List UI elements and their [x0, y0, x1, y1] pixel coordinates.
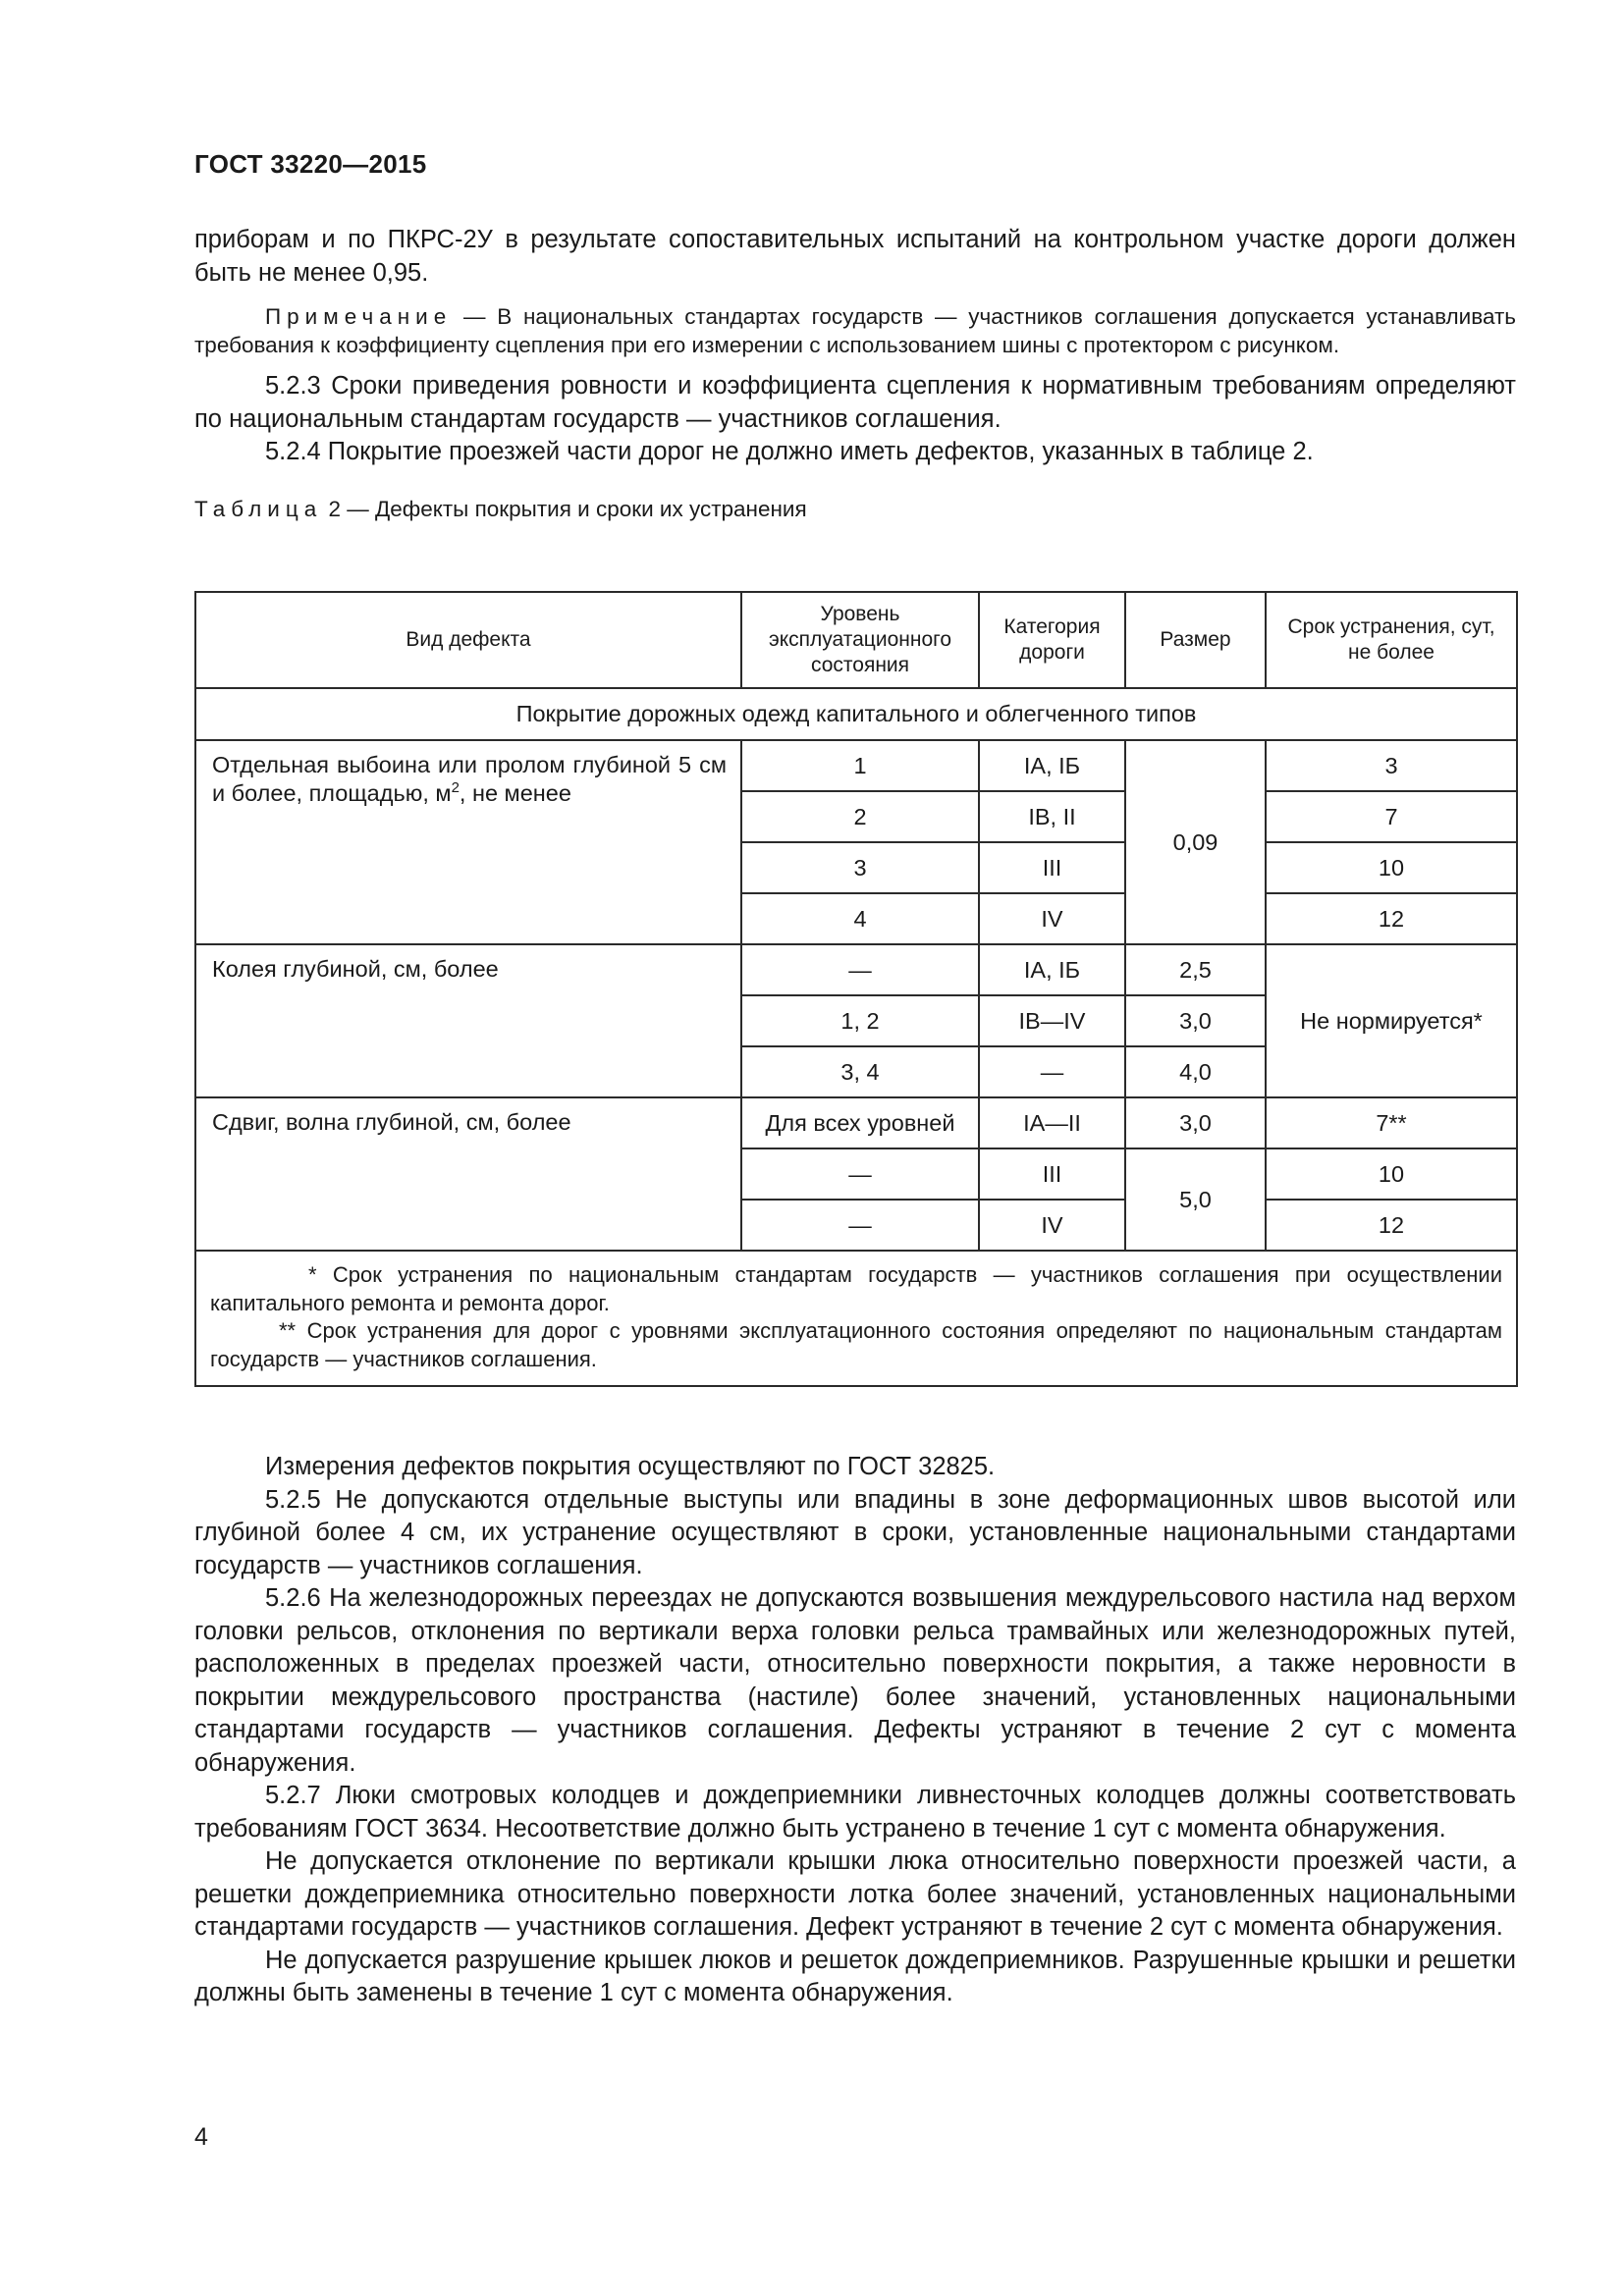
header-size: Размер: [1125, 592, 1266, 688]
table-cell: IА—II: [979, 1097, 1125, 1148]
table-cell: IВ—IV: [979, 995, 1125, 1046]
shift-size-cell: 5,0: [1125, 1148, 1266, 1251]
table-cell: 2,5: [1125, 944, 1266, 995]
group-title: Покрытие дорожных одежд капитального и облегченного типов: [195, 688, 1517, 740]
footnote-1: * Срок устранения по национальным стандартам государств — участников соглашения при осуществлении капитального ремонта и ремонта дорог.: [210, 1262, 1502, 1315]
table-cell: 1: [741, 740, 979, 791]
table-cell: IА, IБ: [979, 944, 1125, 995]
table-caption-label: Таблица: [194, 496, 323, 521]
table-cell: III: [979, 1148, 1125, 1200]
paragraph-5-2-5: 5.2.5 Не допускаются отдельные выступы или впадины в зоне деформационных швов высотой или глубиной более 4 см, их устранение осуществляют в сроки, установленные национальными стандартами государств — участников соглашения.: [194, 1485, 1516, 1579]
header-kind: Вид дефекта: [195, 592, 741, 688]
paragraph-5-2-4: 5.2.4 Покрытие проезжей части дорог не должно иметь дефектов, указанных в таблице 2.: [265, 438, 1314, 465]
table-cell: 3,0: [1125, 1097, 1266, 1148]
rut-term-cell: Не нормируется*: [1266, 944, 1517, 1097]
table-cell: 3: [1266, 740, 1517, 791]
table-caption: [194, 495, 1516, 523]
table-cell: IА, IБ: [979, 740, 1125, 791]
note-paragraph: [194, 302, 1516, 359]
pothole-kind-text: Отдельная выбоина или пролом глубиной 5 см и более, площадью, м: [212, 752, 727, 806]
table-cell: —: [741, 1148, 979, 1200]
table-cell: 10: [1266, 842, 1517, 893]
table-cell: 2: [741, 791, 979, 842]
table-cell: 3, 4: [741, 1046, 979, 1097]
note-text: — В национальных стандартах государств — участников соглашения допускается устанавливать требования к коэффициенту сцепления при его измерении с использованием шины с протектором с рисунком.: [194, 304, 1516, 357]
destruction-paragraph: Не допускается разрушение крышек люков и решеток дождеприемников. Разрушенные крышки и решетки должны быть заменены в течение 1 сут с момента обнаружения.: [194, 1946, 1516, 2006]
table-row: [195, 740, 1517, 791]
document-header: ГОСТ 33220—2015: [194, 149, 427, 179]
table-cell: 12: [1266, 1200, 1517, 1251]
paragraph-5-2-3: 5.2.3 Сроки приведения ровности и коэффициента сцепления к нормативным требованиям определяют по национальным стандартам государств — участников соглашения.: [194, 372, 1516, 433]
deviation-paragraph: Не допускается отклонение по вертикали крышки люка относительно поверхности проезжей части, а решетки дождеприемника относительно поверхности лотка более значений, установленных национальными стандартами государств — участников соглашения. Дефект устраняют в течение 2 сут с момента обнаружения.: [194, 1847, 1516, 1941]
table-cell: 3,0: [1125, 995, 1266, 1046]
table-cell: III: [979, 842, 1125, 893]
table-cell: Для всех уровней: [741, 1097, 979, 1148]
rut-kind-cell: Колея глубиной, см, более: [195, 944, 741, 1097]
table-cell: IV: [979, 893, 1125, 944]
table-row: [195, 1097, 1517, 1148]
group-row: [195, 688, 1517, 740]
shift-kind-cell: Сдвиг, волна глубиной, см, более: [195, 1097, 741, 1251]
table-cell: —: [979, 1046, 1125, 1097]
continuation-paragraph: приборам и по ПКРС-2У в результате сопоставительных испытаний на контрольном участке дороги должен быть не менее 0,95.: [194, 226, 1516, 287]
header-category: Категория дороги: [979, 592, 1125, 688]
pothole-kind-cell: [195, 740, 741, 944]
pothole-size-cell: 0,09: [1125, 740, 1266, 944]
table-cell: 1, 2: [741, 995, 979, 1046]
note-label: Примечание: [265, 304, 453, 329]
table-caption-text: 2 — Дефекты покрытия и сроки их устранения: [322, 496, 807, 521]
table-cell: IV: [979, 1200, 1125, 1251]
table-cell: 4: [741, 893, 979, 944]
table-cell: 7**: [1266, 1097, 1517, 1148]
intro-section: [194, 224, 1516, 523]
table-cell: 12: [1266, 893, 1517, 944]
paragraph-5-2-6: 5.2.6 На железнодорожных переездах не допускаются возвышения междурельсового настила над верхом головки рельсов, отклонения по вертикали верха головки рельса трамвайных или железнодорожных путей, расположенных в пределах проезжей части, относительно поверхности покрытия, а также неровности в покрытии междурельсового пространства (настиле) более значений, установленных национальными стандартами государств — участников соглашения. Дефекты устраняют в течение 2 сут с момента обнаружения.: [194, 1584, 1516, 1777]
table-cell: 10: [1266, 1148, 1517, 1200]
table-cell: —: [741, 944, 979, 995]
table-cell: IВ, II: [979, 791, 1125, 842]
table-cell: 4,0: [1125, 1046, 1266, 1097]
table-footnotes-row: [195, 1251, 1517, 1386]
table-row: [195, 944, 1517, 995]
header-level: Уровень эксплуатационного состояния: [741, 592, 979, 688]
table-footnotes: [195, 1251, 1517, 1386]
paragraph-5-2-7: 5.2.7 Люки смотровых колодцев и дождеприемники ливнесточных колодцев должны соответствовать требованиям ГОСТ 3634. Несоответствие должно быть устранено в течение 1 сут с момента обнаружения.: [194, 1782, 1516, 1842]
after-table-section: [194, 1451, 1516, 2010]
defects-table: [194, 591, 1518, 1387]
header-term: Срок устранения, сут, не более: [1266, 592, 1517, 688]
footnote-2: ** Срок устранения для дорог с уровнями эксплуатационного состояния определяют по национальным стандартам государств — участников соглашения.: [210, 1318, 1502, 1371]
page-number: 4: [194, 2123, 208, 2151]
table-cell: —: [741, 1200, 979, 1251]
table-header-row: [195, 592, 1517, 688]
table-cell: 3: [741, 842, 979, 893]
measurement-paragraph: Измерения дефектов покрытия осуществляют по ГОСТ 32825.: [265, 1453, 996, 1480]
table-cell: 7: [1266, 791, 1517, 842]
pothole-kind-sup: 2: [451, 779, 460, 797]
pothole-kind-tail: , не менее: [459, 780, 571, 806]
